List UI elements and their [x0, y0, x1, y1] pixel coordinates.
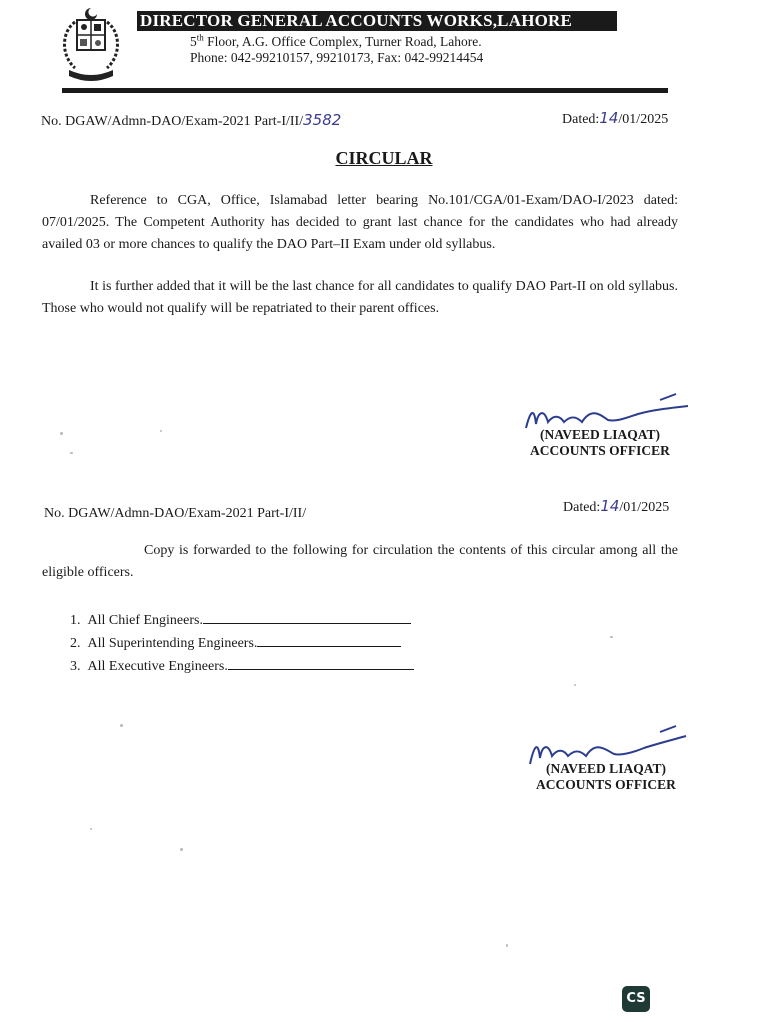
- state-emblem-icon: [55, 6, 127, 84]
- office-address: 5th Floor, A.G. Office Complex, Turner Road, Lahore.: [190, 32, 482, 49]
- copy-ref-number: No. DGAW/Admn-DAO/Exam-2021 Part-I/II/: [44, 506, 307, 521]
- signatory-title: ACCOUNTS OFFICER: [536, 777, 676, 792]
- scan-speck: [70, 452, 73, 454]
- signatory-name: (NAVEED LIAQAT): [546, 761, 666, 776]
- office-phone: Phone: 042-99210157, 99210173, Fax: 042-99214454: [190, 50, 484, 65]
- scanner-badge: CS: [622, 986, 650, 1012]
- signatory-title: ACCOUNTS OFFICER: [530, 443, 670, 458]
- organization-name: DIRECTOR GENERAL ACCOUNTS WORKS,LAHORE: [137, 11, 617, 31]
- list-item: 2. All Superintending Engineers.: [70, 632, 414, 655]
- list-item: 3. All Executive Engineers.: [70, 655, 414, 678]
- list-item: 1. All Chief Engineers.: [70, 609, 414, 632]
- scan-speck: [90, 828, 92, 830]
- circular-ref-number: No. DGAW/Admn-DAO/Exam-2021 Part-I/II/3582: [41, 111, 342, 129]
- scan-speck: [180, 848, 183, 851]
- scan-speck: [506, 944, 508, 947]
- scan-speck: [60, 432, 63, 435]
- circular-date: Dated:14/01/2025: [562, 109, 669, 127]
- scan-speck: [574, 684, 576, 686]
- scan-speck: [160, 430, 162, 432]
- copy-date: Dated:14/01/2025: [563, 497, 670, 515]
- recipient-list: [70, 609, 414, 678]
- scan-speck: [610, 636, 613, 638]
- header-divider: [62, 88, 668, 93]
- circular-paragraph-2: It is further added that it will be the last chance for all candidates to qualify DAO Part-II on old syllabus. Those who would not qualify will be repatriated to their parent offices.: [42, 279, 678, 316]
- copy-forward-text: Copy is forwarded to the following for circulation the contents of this circular among all the eligible officers.: [42, 543, 678, 580]
- circular-paragraph-1: Reference to CGA, Office, Islamabad letter bearing No.101/CGA/01-Exam/DAO-I/2023 dated: 07/01/2025. The Competent Authority has decided to grant last chance for the candidates who had already availed 03 or more chances to qualify the DAO Part–II Exam under old syllabus.: [42, 193, 678, 252]
- handwritten-ref: 3582: [303, 111, 342, 129]
- circular-title: CIRCULAR: [335, 148, 433, 168]
- signatory-name: (NAVEED LIAQAT): [540, 427, 660, 442]
- scan-speck: [120, 724, 123, 727]
